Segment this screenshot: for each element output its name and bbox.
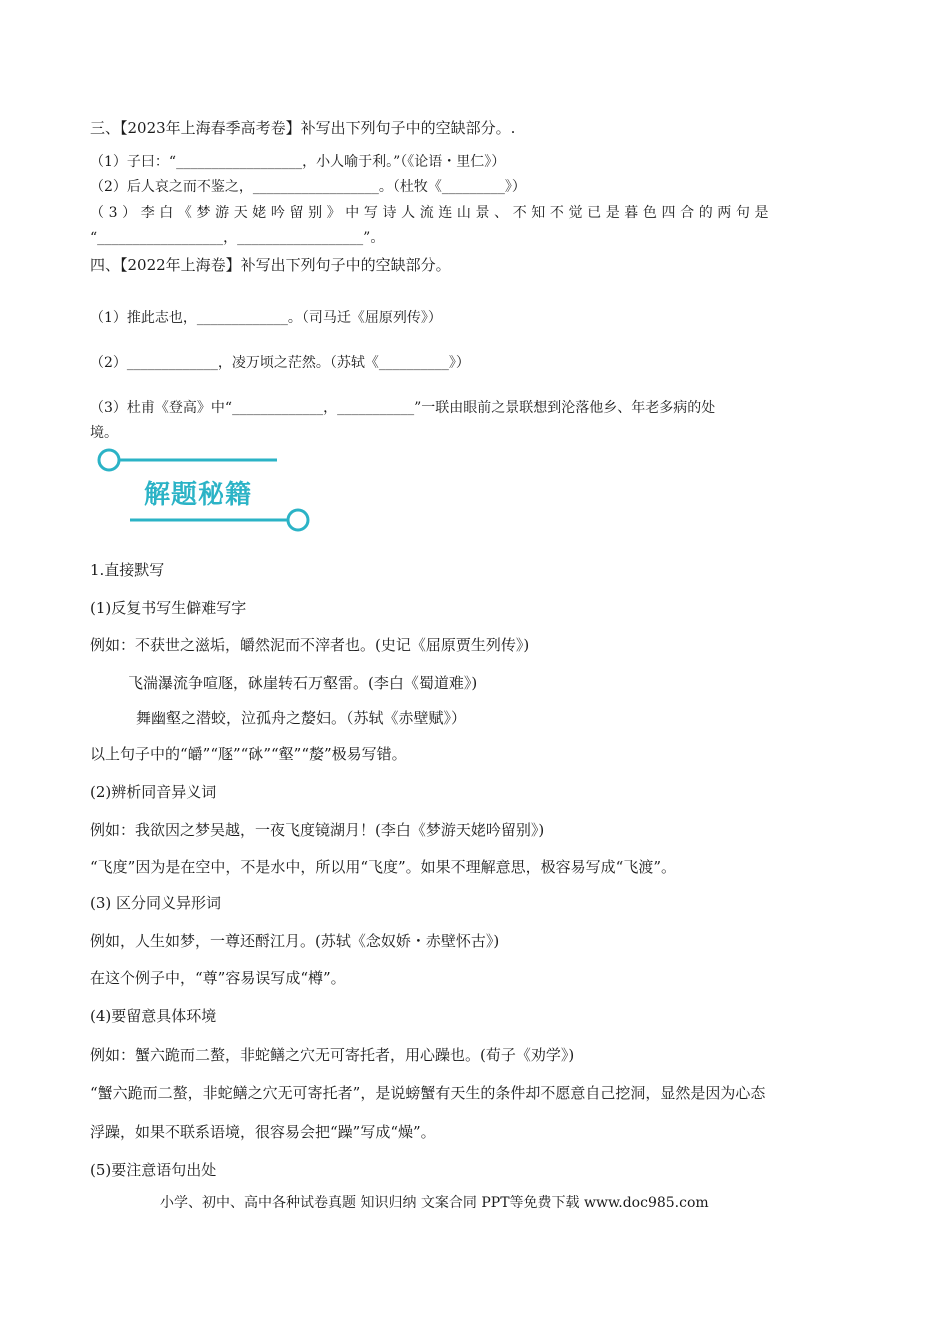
section4-q2: （2）_____________，凌万顷之茫然。（苏轼《__________》） [90,355,470,371]
tips-s4-title: (4)要留意具体环境 [90,1007,217,1025]
tips-s4-note2: 浮躁，如果不联系语境，很容易会把“躁”写成“燥”。 [90,1123,436,1141]
tips-s5-title: (5)要注意语句出处 [90,1161,217,1179]
tips-s1-example2: 飞湍瀑流争喧豗，砯崖转石万壑雷。(李白《蜀道难》) [128,674,478,692]
section3-q3-line2: “__________________，__________________”。 [90,230,385,246]
tips-s3-example: 例如，人生如梦，一尊还酹江月。(苏轼《念奴娇・赤壁怀古》) [90,932,500,950]
tips-s2-note: “飞度”因为是在空中，不是水中，所以用“飞度”。如果不理解意思，极容易写成“飞渡”。 [90,858,677,876]
tips-badge [92,448,322,538]
tips-s2-example: 例如：我欲因之梦吴越，一夜飞度镜湖月！(李白《梦游天姥吟留别》) [90,821,545,839]
section3-q2: （2）后人哀之而不鉴之，__________________。（杜牧《_________》） [90,179,526,195]
section3-title: 三、【2023年上海春季高考卷】补写出下列句子中的空缺部分。. [90,119,516,137]
tips-s4-note1: “蟹六跪而二螯，非蛇鳝之穴无可寄托者”，是说螃蟹有天生的条件却不愿意自己挖洞，显然是因为心态 [90,1084,766,1102]
tips-s2-title: (2)辨析同音异义词 [90,783,217,801]
section4-title: 四、【2022年上海卷】补写出下列句子中的空缺部分。 [90,256,451,274]
tips-s1-example1: 例如：不获世之滋垢，皭然泥而不滓者也。(史记《屈原贾生列传》) [90,636,530,654]
badge-label: 解题秘籍 [144,480,253,510]
section4-q1: （1）推此志也，_____________。（司马迁《屈原列传》） [90,310,442,326]
section3-q3-line1: （3）李白《梦游天姥吟留别》中写诗人流连山景、不知不觉已是暮色四合的两句是 [90,205,774,221]
tips-heading: 1.直接默写 [90,561,165,579]
tips-s1-example3: 舞幽壑之潜蛟，泣孤舟之嫠妇。（苏轼《赤壁赋》） [136,709,467,727]
section4-q3-line2: 境。 [90,425,118,441]
tips-s3-note: 在这个例子中，“尊”容易误写成“樽”。 [90,969,346,987]
tips-s1-note: 以上句子中的“皭”“豗”“砯”“壑”“嫠”极易写错。 [90,745,407,763]
tips-s3-title: (3) 区分同义异形词 [90,894,222,912]
tips-s1-title: (1)反复书写生僻难写字 [90,599,247,617]
section4-q3-line1: （3）杜甫《登高》中“_____________，___________”一联由眼前之景联想到沦落他乡、年老多病的处 [90,400,716,416]
page-footer: 小学、初中、高中各种试卷真题 知识归纳 文案合同 PPT等免费下载 www.doc985.com [160,1195,709,1211]
section3-q1: （1）子曰：“__________________，小人喻于利。”（《论语・里仁》） [90,154,506,170]
tips-s4-example: 例如：蟹六跪而二螯，非蛇鳝之穴无可寄托者，用心躁也。(荀子《劝学》) [90,1046,575,1064]
